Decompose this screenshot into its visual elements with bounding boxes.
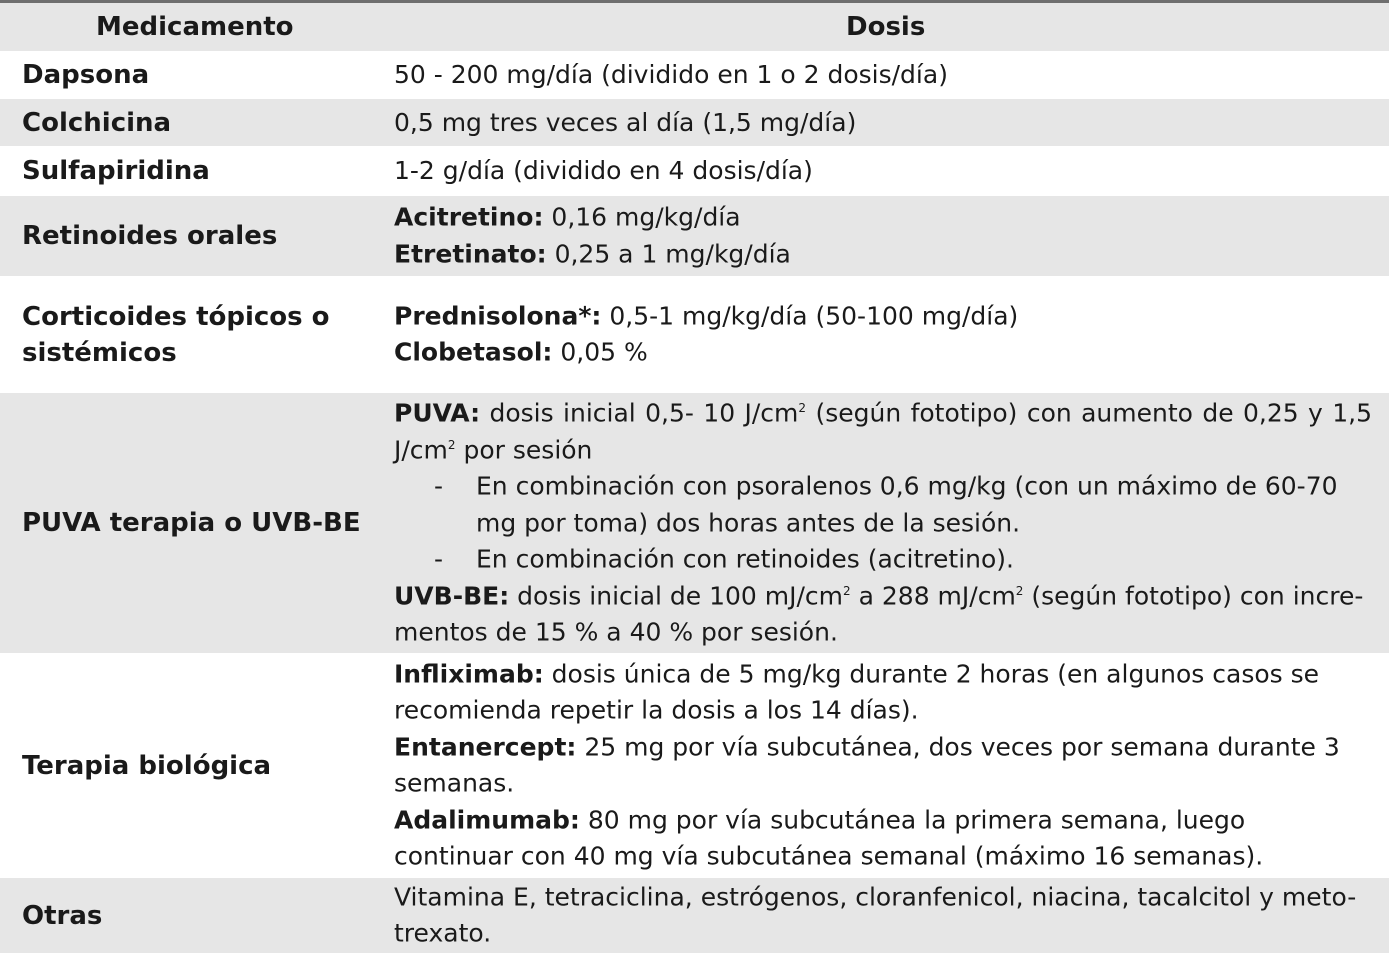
dose-label: Infliximab: <box>394 659 544 688</box>
drug-name: Colchicina <box>22 107 172 138</box>
dose-label: Prednisolona*: <box>394 301 602 330</box>
dose-text: (según fototipo) con incre-mentos de 15 % a 40 % por sesión. <box>394 580 1364 647</box>
superscript: 2 <box>1015 583 1024 598</box>
dose-label: Adalimumab: <box>394 805 580 834</box>
dose-label: Acitretino: <box>394 202 544 232</box>
bullet-text: En combinación con retinoides (acitretino). <box>476 544 1015 574</box>
dose-label: PUVA: <box>394 398 481 428</box>
drug-name: PUVA terapia o UVB-BE <box>22 508 361 538</box>
uvb-paragraph <box>394 578 1372 651</box>
dose-text: 0,25 a 1 mg/kg/día <box>546 239 791 268</box>
header-medicamento: Medicamento <box>96 12 294 42</box>
list-item <box>394 468 1372 541</box>
drug-name: Corticoides tópicos o sistémicos <box>22 301 330 368</box>
drug-dose <box>394 200 1372 273</box>
list-item <box>394 541 1372 578</box>
dose-line <box>394 236 1372 273</box>
superscript: 2 <box>798 400 807 415</box>
drug-dose: Vitamina E, tetraciclina, estrógenos, cloranfenicol, niacina, tacalcitol y meto-trexato. <box>394 882 1357 948</box>
drug-dose: 0,5 mg tres veces al día (1,5 mg/día) <box>394 107 857 137</box>
drug-name: Retinoides orales <box>22 221 278 251</box>
table-row-otras <box>0 878 1389 953</box>
table-header-row <box>0 3 1389 51</box>
drug-dose <box>394 298 1372 371</box>
drug-dose: 1-2 g/día (dividido en 4 dosis/día) <box>394 155 813 185</box>
dose-text: 0,5-1 mg/kg/día (50-100 mg/día) <box>601 301 1019 330</box>
table-row-biologica <box>0 653 1389 878</box>
dose-line <box>394 656 1372 729</box>
dose-text: a 288 mJ/cm <box>850 580 1016 610</box>
dose-text: 0,05 % <box>552 337 648 367</box>
dose-line <box>394 802 1372 875</box>
header-dosis: Dosis <box>846 12 926 42</box>
table-row-dapsona <box>0 51 1389 99</box>
puva-paragraph <box>394 395 1372 468</box>
table-row-puva <box>0 393 1389 653</box>
table-row-sulfapiridina <box>0 146 1389 196</box>
dose-text: 80 mg por vía subcutánea la primera semana, luego continuar con 40 mg vía subcutánea semanal (máximo 16 semanas). <box>394 805 1264 871</box>
drug-dose <box>394 395 1372 651</box>
drug-dose <box>394 656 1372 875</box>
dose-line <box>394 729 1372 802</box>
dash-marker: - <box>434 471 444 501</box>
dose-text: por sesión <box>455 434 593 464</box>
drug-name: Dapsona <box>22 60 150 90</box>
drug-name: Terapia biológica <box>22 750 272 781</box>
dose-text: dosis inicial 0,5- 10 J/cm <box>480 398 799 428</box>
table-row-corticoides <box>0 276 1389 393</box>
dash-marker: - <box>434 544 444 574</box>
drug-dose: 50 - 200 mg/día (dividido en 1 o 2 dosis/día) <box>394 59 948 89</box>
dose-text: dosis única de 5 mg/kg durante 2 horas (en algunos casos se recomienda repetir la dosis a los 14 días). <box>394 659 1320 725</box>
bullet-text: En combinación con psoralenos 0,6 mg/kg (con un máximo de 60-70 mg por toma) dos horas antes de la sesión. <box>476 471 1338 537</box>
dose-label: Clobetasol: <box>394 337 553 367</box>
dose-line <box>394 335 1372 372</box>
dose-label: UVB-BE: <box>394 580 510 610</box>
dose-text: dosis inicial de 100 mJ/cm <box>509 580 844 610</box>
superscript: 2 <box>843 583 851 598</box>
dose-label: Etretinato: <box>394 239 547 268</box>
table-row-colchicina <box>0 99 1389 146</box>
superscript: 2 <box>447 437 456 452</box>
dose-line <box>394 298 1372 335</box>
dose-text: 0,16 mg/kg/día <box>543 202 741 232</box>
drug-name: Otras <box>22 900 103 931</box>
dose-text: (según fototipo) con aumento de 0,25 y 1,5 J/cm <box>394 398 1372 464</box>
drug-name: Sulfapiridina <box>22 156 210 186</box>
table-row-retinoides <box>0 196 1389 276</box>
dose-label: Entanercept: <box>394 732 577 761</box>
dose-line <box>394 200 1372 237</box>
dose-text: 25 mg por vía subcutánea, dos veces por semana durante 3 semanas. <box>394 732 1340 798</box>
